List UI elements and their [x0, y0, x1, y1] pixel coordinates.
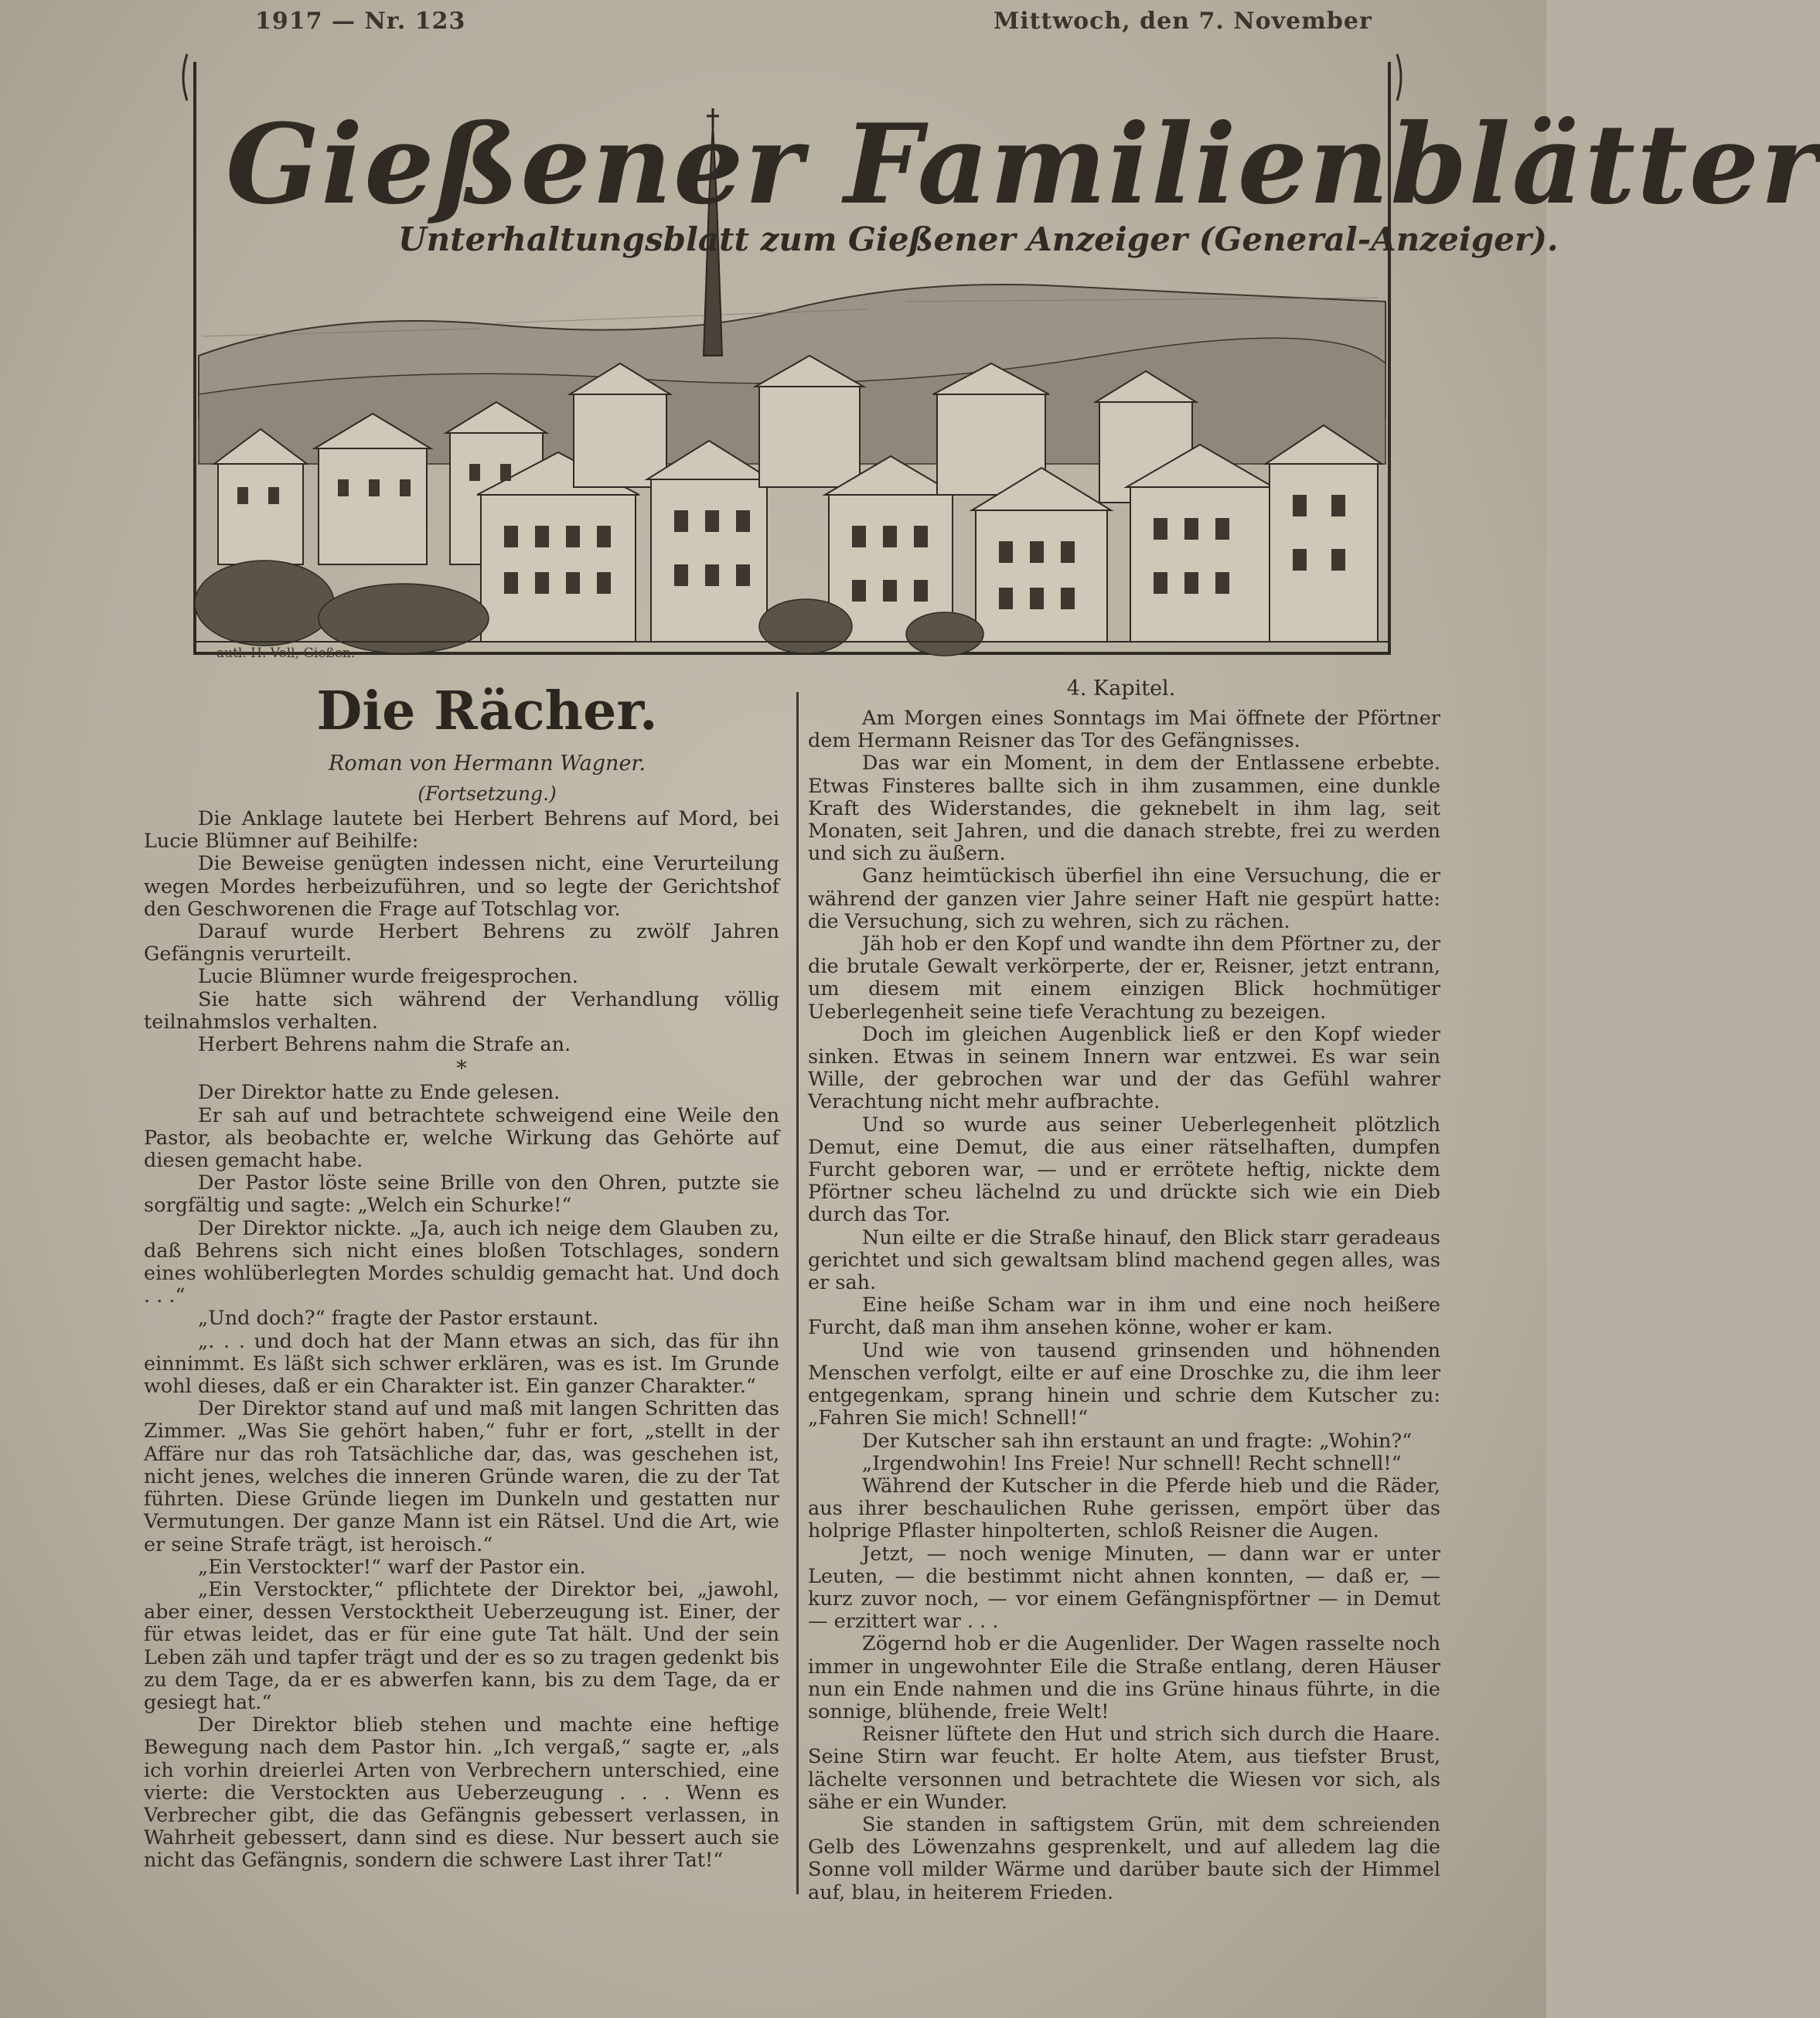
illustration-credit: autl. H. Voll, Gießen. — [216, 646, 356, 661]
paragraph: Herbert Behrens nahm die Strafe an. — [198, 1033, 571, 1057]
paragraph: Der Direktor hatte zu Ende gelesen. — [198, 1081, 561, 1105]
paragraph: Der Direktor blieb stehen und machte eine heftige Bewegung nach dem Pastor hin. „Ich vergaß,“ sagte er, „als ich vorhin dreierlei Arten von Verbrechern unterschied, eine vierte: die Verstockten aus Ueberzeugung . . . Wenn es Verbrecher gibt, die das Gefängnis gebessert verlassen, in Wahrheit gebessert, dann sind es diese. Nur bessert auch sie nicht das Gefängnis, sondern die schwere Last ihrer Tat!“ — [144, 1713, 779, 1873]
paragraph: „Ein Verstockter,“ pflichtete der Direktor bei, „jawohl, aber einer, dessen Verstocktheit Ueberzeugung ist. Einer, der für etwas leidet, das er für eine gute Tat hält. Und der sein Leben zäh und tapfer trägt und der es so zu tragen gedenkt bis zu dem Tage, da er es abwerfen kann, bis zu dem Tage, da er gesiegt hat.“ — [144, 1577, 779, 1714]
chapter-heading: 4. Kapitel. — [1066, 677, 1176, 701]
article-byline: Roman von Hermann Wagner. — [329, 752, 646, 775]
column-divider — [796, 692, 799, 1894]
paragraph: Der Pastor löste seine Brille von den Ohren, putzte sie sorgfältig und sagte: „Welch ein Schurke!“ — [144, 1171, 779, 1218]
continuation-note: (Fortsetzung.) — [418, 782, 557, 805]
paragraph: Sie hatte sich während der Verhandlung völlig teilnahmslos verhalten. — [144, 987, 779, 1034]
paragraph: Doch im gleichen Augenblick ließ er den Kopf wieder sinken. Etwas in seinem Innern war entzwei. Es war sein Wille, der gebrochen war und der das Gefühl wahrer Verachtung nicht mehr aufbrachte. — [808, 1022, 1440, 1114]
column-right — [808, 707, 1440, 1904]
paragraph: Nun eilte er die Straße hinauf, den Blick starr geradeaus gerichtet und sich gewaltsam blind machend gegen alles, was er sah. — [808, 1225, 1440, 1295]
masthead-subtitle: Unterhaltungsblatt zum Gießener Anzeiger (General-Anzeiger). — [398, 220, 1559, 258]
column-left — [144, 808, 779, 1873]
paragraph: Der Kutscher sah ihn erstaunt an und fragte: „Wohin?“ — [862, 1429, 1413, 1453]
paragraph: Er sah auf und betrachtete schweigend eine Weile den Pastor, als beobachte er, welche Wirkung das Gehörte auf diesen gemacht habe. — [144, 1103, 779, 1173]
paragraph: Der Direktor nickte. „Ja, auch ich neige dem Glauben zu, daß Behrens sich nicht eines bloßen Totschlages, sondern eines wohlüberlegten Mordes schuldig gemacht hat. Und doch . . .“ — [144, 1216, 779, 1308]
paragraph: Das war ein Moment, in dem der Entlassene erbebte. Etwas Finsteres ballte sich in ihm zusammen, eine dunkle Kraft des Widerstandes, die geknebelt in ihm lag, seit Monaten, seit Jahren, und die danach strebte, frei zu werden und sich zu äußern. — [808, 752, 1440, 866]
issue-number: 1917 — Nr. 123 — [255, 8, 466, 35]
paragraph: Eine heiße Scham war in ihm und eine noch heißere Furcht, daß man ihm ansehen könne, woher er kam. — [808, 1294, 1440, 1340]
paragraph: Darauf wurde Herbert Behrens zu zwölf Jahren Gefängnis verurteilt. — [144, 920, 779, 966]
paragraph: Die Anklage lautete bei Herbert Behrens auf Mord, bei Lucie Blümner auf Beihilfe: — [144, 807, 779, 854]
paragraph: Reisner lüftete den Hut und strich sich durch die Haare. Seine Stirn war feucht. Er holte Atem, aus tiefster Brust, lächelte versonnen und betrachtete die Wiesen vor sich, als sähe er ein Wunder. — [808, 1723, 1440, 1814]
paragraph: Jetzt, — noch wenige Minuten, — dann war er unter Leuten, — die bestimmt nicht ahnen konnten, — daß er, — kurz zuvor noch, — vor einem Gefängnispförtner — in Demut — erzittert war . . . — [808, 1542, 1440, 1634]
paragraph: Ganz heimtückisch überfiel ihn eine Versuchung, die er während der ganzen vier Jahre seiner Haft nie gespürt hatte: die Versuchung, sich zu wehren, sich zu rächen. — [808, 864, 1440, 933]
section-separator: * — [456, 1057, 467, 1082]
paragraph: Und wie von tausend grinsenden und höhnenden Menschen verfolgt, eilte er auf eine Droschke zu, die ihm leer entgegenkam, sprang hinein und schrie dem Kutscher zu: „Fahren Sie mich! Schnell!“ — [808, 1338, 1440, 1430]
paragraph: Zögernd hob er die Augenlider. Der Wagen rasselte noch immer in ungewohnter Eile die Straße entlang, deren Häuser nun ein Ende nahmen und die ins Grüne hinaus führte, in die sonnige, blühende, freie Welt! — [808, 1632, 1440, 1723]
paragraph: „Ein Verstockter!“ warf der Pastor ein. — [198, 1555, 586, 1579]
paragraph: Jäh hob er den Kopf und wandte ihn dem Pförtner zu, der die brutale Gewalt verkörperte, der er, Reisner, jetzt entrann, um diesem mit einem einzigen Blick hochmütiger Ueberlegenheit seine tiefe Verachtung zu bezeigen. — [808, 932, 1440, 1024]
paragraph: Lucie Blümner wurde freigesprochen. — [198, 965, 578, 989]
paragraph: Sie standen in saftigstem Grün, mit dem schreienden Gelb des Löwenzahns gesprenkelt, und auf alledem lag die Sonne voll milder Wärme und darüber baute sich der Himmel auf, blau, in heiterem Frieden. — [808, 1812, 1440, 1904]
paragraph: „. . . und doch hat der Mann etwas an sich, das für ihn einnimmt. Es läßt sich schwer erklären, was es ist. Im Grunde wohl dieses, daß er ein Charakter ist. Ein ganzer Charakter.“ — [144, 1329, 779, 1399]
paragraph: „Und doch?“ fragte der Pastor erstaunt. — [198, 1307, 599, 1331]
paragraph: Und so wurde aus seiner Ueberlegenheit plötzlich Demut, eine Demut, die aus einer rätselhaften, dumpfen Furcht geboren war, — und er errötete heftig, nickte dem Pförtner scheu lächelnd zu und drückte sich wie ein Dieb durch das Tor. — [808, 1113, 1440, 1227]
paragraph: Während der Kutscher in die Pferde hieb und die Räder, aus ihrer beschaulichen Ruhe gerissen, empört über das holprige Pflaster hinpolterten, schloß Reisner die Augen. — [808, 1474, 1440, 1543]
paragraph: Die Beweise genügten indessen nicht, eine Verurteilung wegen Mordes herbeizuführen, und so legte der Gerichtshof den Geschworenen die Frage auf Totschlag vor. — [144, 852, 779, 921]
paragraph: Der Direktor stand auf und maß mit langen Schritten das Zimmer. „Was Sie gehört haben,“ fuhr er fort, „stellt in der Affäre nur das roh Tatsächliche dar, das, was geschehen ist, nicht jenes, welches die inneren Gründe waren, die zu der Tat führten. Diese Gründe liegen im Dunkeln und gestatten nur Vermutungen. Der ganze Mann ist ein Rätsel. Und die Art, wie er seine Strafe trägt, ist heroisch.“ — [144, 1397, 779, 1556]
paragraph: Am Morgen eines Sonntags im Mai öffnete der Pförtner dem Hermann Reisner das Tor des Gefängnisses. — [808, 707, 1440, 753]
issue-date: Mittwoch, den 7. November — [994, 8, 1372, 35]
article-title: Die Rächer. — [316, 680, 658, 742]
paragraph: „Irgendwohin! Ins Freie! Nur schnell! Recht schnell!“ — [862, 1451, 1402, 1475]
masthead-title: Gießener Familienblätter — [226, 101, 1820, 229]
